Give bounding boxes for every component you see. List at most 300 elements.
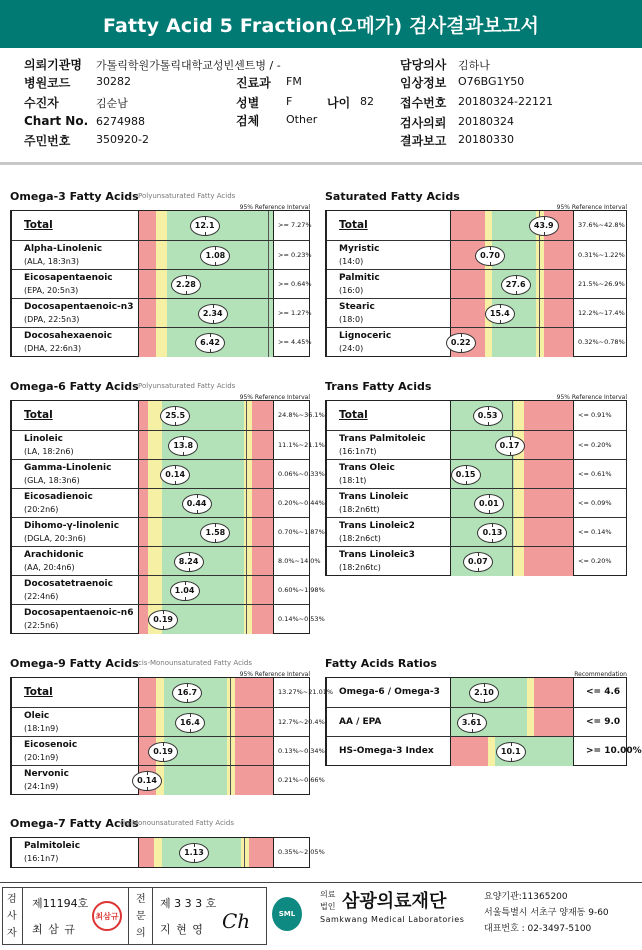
range-zone xyxy=(534,678,573,707)
omega3-table xyxy=(10,210,310,357)
tick xyxy=(186,291,187,294)
value-bubble xyxy=(475,246,505,266)
col-sep xyxy=(273,489,274,517)
value-text: 0.53 xyxy=(477,411,498,420)
col-sep xyxy=(273,605,274,633)
ssn-label: 주민번호 xyxy=(24,134,71,148)
value-bubble xyxy=(477,523,507,543)
report-value: 20180330 xyxy=(458,133,514,146)
range-zone xyxy=(148,547,161,576)
tick xyxy=(189,553,190,556)
col-sep xyxy=(273,678,274,707)
value-text: 10.1 xyxy=(500,747,521,756)
range-zone xyxy=(485,270,492,299)
acid-abbr: (18:0) xyxy=(339,315,364,324)
acid-abbr: (14:0) xyxy=(339,257,364,266)
code-value: 30282 xyxy=(96,75,131,88)
tick xyxy=(163,626,164,629)
value-bubble xyxy=(160,465,190,485)
acid-abbr: (16:0) xyxy=(339,286,364,295)
range-zone xyxy=(249,838,273,867)
tick xyxy=(466,481,467,484)
col-sep xyxy=(138,328,139,356)
acid-name: Eicosenoic xyxy=(24,740,78,750)
trans-row xyxy=(327,430,626,459)
omega9-row xyxy=(12,678,334,707)
doctor-label: 담당의사 xyxy=(400,58,447,72)
range-marker xyxy=(268,211,269,240)
ratios-row xyxy=(327,678,626,707)
range-zone xyxy=(156,678,164,707)
range-zone xyxy=(241,838,249,867)
examiner-number: 제11194호 xyxy=(32,897,89,910)
col-sep xyxy=(450,299,451,327)
range-zone xyxy=(252,489,273,518)
range-zone xyxy=(514,460,524,489)
col-sep xyxy=(273,431,274,459)
range-marker xyxy=(512,518,513,547)
range-zone xyxy=(451,270,485,299)
acid-name: Trans Linoleic xyxy=(339,492,409,502)
range-marker xyxy=(230,737,231,766)
chart-value: 6274988 xyxy=(96,115,145,128)
omega3-subtitle: Polyunsaturated Fatty Acids xyxy=(138,192,236,200)
range-marker xyxy=(268,241,269,270)
value-bubble xyxy=(469,683,499,703)
reference-range: <= 0.20% xyxy=(578,441,612,449)
value-text: 15.4 xyxy=(489,309,510,318)
tick xyxy=(544,217,545,220)
range-bar xyxy=(451,489,573,518)
range-bar xyxy=(139,678,273,707)
range-marker xyxy=(268,270,269,299)
range-marker xyxy=(512,547,513,576)
col-sep xyxy=(138,270,139,298)
saturated-row xyxy=(327,327,626,356)
acid-name: Linoleic xyxy=(24,434,64,444)
range-zone xyxy=(252,576,273,605)
receipt-label: 접수번호 xyxy=(400,96,447,110)
reference-range: >= 1.27% xyxy=(278,309,312,317)
range-zone xyxy=(156,270,167,299)
value-text: 0.17 xyxy=(499,441,520,450)
receipt-value: 20180324-22121 xyxy=(458,95,553,108)
value-text: 12.1 xyxy=(194,221,215,230)
acid-name: Total xyxy=(24,219,53,231)
value-bubble xyxy=(496,742,526,762)
acid-name: Stearic xyxy=(339,302,375,312)
col-sep xyxy=(573,518,574,546)
col-sep xyxy=(450,241,451,269)
col-sep xyxy=(573,211,574,240)
range-marker xyxy=(539,270,540,299)
tick xyxy=(488,422,489,425)
omega9-table xyxy=(10,677,334,795)
value-text: 0.15 xyxy=(455,470,476,479)
range-marker xyxy=(246,518,247,547)
range-zone xyxy=(252,431,273,460)
range-marker xyxy=(230,678,231,707)
tick xyxy=(190,729,191,732)
col-sep xyxy=(138,576,139,604)
value-text: 0.44 xyxy=(186,499,207,508)
range-marker xyxy=(268,328,269,357)
col-sep xyxy=(138,401,139,430)
tick xyxy=(210,349,211,352)
range-zone xyxy=(514,547,524,576)
specimen-value: Other xyxy=(286,113,318,126)
col-sep xyxy=(273,766,274,794)
omega6-row xyxy=(12,401,325,430)
range-bar xyxy=(139,431,273,460)
col-sep xyxy=(138,605,139,633)
acid-name: AA / EPA xyxy=(339,717,382,727)
tick xyxy=(187,699,188,702)
code-label: 병원코드 xyxy=(24,76,71,90)
ratios-title: Fatty Acids Ratios xyxy=(325,657,437,670)
range-zone xyxy=(227,766,235,795)
range-zone xyxy=(244,460,252,489)
col-sep xyxy=(273,211,274,240)
reference-range: >= 4.45% xyxy=(278,338,312,346)
brand-pre-2: 법인 xyxy=(320,902,336,911)
range-zone xyxy=(244,489,252,518)
specialist-number: 제 3 3 3 호 xyxy=(160,897,217,910)
chart-label: Chart No. xyxy=(24,114,89,128)
range-marker xyxy=(246,460,247,489)
range-zone xyxy=(167,211,273,240)
range-zone xyxy=(139,328,156,357)
tick xyxy=(489,510,490,513)
value-text: 0.14 xyxy=(165,470,186,479)
value-bubble xyxy=(495,436,525,456)
range-zone xyxy=(227,737,235,766)
tick xyxy=(185,582,186,585)
sex-label: 성별 xyxy=(236,96,260,110)
facility-phone: 대표번호 : 02-3497-5100 xyxy=(484,924,592,934)
tick xyxy=(488,407,489,410)
range-zone xyxy=(139,547,148,576)
acid-name: Trans Oleic xyxy=(339,463,395,473)
col-sep xyxy=(273,401,274,430)
acid-abbr: (AA, 20:4n6) xyxy=(24,563,75,572)
brand-english: Samkwang Medical Laboratories xyxy=(320,915,465,924)
brand-pre-1: 의료 xyxy=(320,890,336,899)
range-zone xyxy=(244,576,252,605)
acid-abbr: (20:1n9) xyxy=(24,753,59,762)
col-sep xyxy=(138,678,139,707)
reference-range: <= 0.91% xyxy=(578,411,612,419)
tick xyxy=(197,495,198,498)
reference-range: 0.35%~2.05% xyxy=(278,848,325,856)
range-zone xyxy=(156,328,167,357)
range-marker xyxy=(539,328,540,357)
range-zone xyxy=(148,576,161,605)
reference-range: 0.70%~1.87% xyxy=(278,528,325,536)
value-text: 16.4 xyxy=(180,718,200,727)
value-bubble xyxy=(198,304,228,324)
range-marker xyxy=(230,766,231,795)
saturated-row xyxy=(327,240,626,269)
tick xyxy=(516,291,517,294)
col-sep xyxy=(273,460,274,488)
range-zone xyxy=(139,489,148,518)
range-zone xyxy=(514,401,524,430)
value-bubble xyxy=(172,683,202,703)
reference-range: 13.27%~21.01% xyxy=(278,688,334,696)
range-zone xyxy=(235,708,273,737)
omega3-row xyxy=(12,298,312,327)
col-sep xyxy=(138,737,139,765)
range-marker xyxy=(539,241,540,270)
tick xyxy=(197,510,198,513)
omega6-title: Omega-6 Fatty Acids xyxy=(10,380,139,393)
institution-label: 의뢰기관명 xyxy=(24,58,82,72)
acid-name: Oleic xyxy=(24,711,50,721)
value-bubble xyxy=(200,523,230,543)
col-sep xyxy=(273,518,274,546)
range-zone xyxy=(139,708,156,737)
footer-sep-3 xyxy=(152,887,153,945)
range-zone xyxy=(252,460,273,489)
tick xyxy=(147,772,148,775)
reference-range: <= 0.61% xyxy=(578,470,612,478)
saturated-table xyxy=(325,210,627,357)
tick xyxy=(186,276,187,279)
acid-abbr: (DHA, 22:6n3) xyxy=(24,344,82,353)
tick xyxy=(175,422,176,425)
acid-name: Lignoceric xyxy=(339,331,392,341)
acid-abbr: (EPA, 20:5n3) xyxy=(24,286,79,295)
saturated-ref-header: 95% Reference Interval xyxy=(556,204,627,211)
acid-name: Eicosadienoic xyxy=(24,492,93,502)
acid-name: Palmitic xyxy=(339,273,380,283)
value-bubble xyxy=(485,304,515,324)
acid-name: Docosahexaenoic xyxy=(24,331,113,341)
reference-range: <= 4.6 xyxy=(586,687,621,697)
saturated-row xyxy=(327,269,626,298)
acid-name: Docosapentaenoic-n6 xyxy=(24,608,134,618)
value-bubble xyxy=(463,552,493,572)
range-zone xyxy=(514,518,524,547)
acid-name: Total xyxy=(24,686,53,698)
range-zone xyxy=(139,576,148,605)
omega9-title: Omega-9 Fatty Acids xyxy=(10,657,139,670)
range-zone xyxy=(148,431,161,460)
col-sep xyxy=(273,328,274,356)
collector-label: 수진자 xyxy=(24,96,59,110)
footer-sep-2 xyxy=(128,887,129,945)
range-marker xyxy=(512,489,513,518)
tick xyxy=(205,232,206,235)
value-text: 0.70 xyxy=(480,251,500,260)
value-bubble xyxy=(195,333,225,353)
range-zone xyxy=(252,605,273,634)
range-marker xyxy=(268,299,269,328)
range-zone xyxy=(536,241,543,270)
col-sep xyxy=(138,489,139,517)
examiner-seal xyxy=(92,901,122,931)
sex-value: F xyxy=(286,95,293,108)
value-text: 0.22 xyxy=(450,338,471,347)
tick xyxy=(215,524,216,527)
range-zone xyxy=(492,328,536,357)
col-sep xyxy=(273,299,274,327)
specialist-signature: Ch xyxy=(222,909,251,933)
range-zone xyxy=(164,766,227,795)
reference-range: >= 10.00% xyxy=(586,746,642,756)
col-sep xyxy=(573,708,574,736)
tick xyxy=(500,305,501,308)
acid-abbr: (16:1n7) xyxy=(24,854,59,863)
omega3-ref-header: 95% Reference Interval xyxy=(239,204,310,211)
trans-row xyxy=(327,459,626,488)
acid-abbr: (18:2n6tc) xyxy=(339,563,381,572)
tick xyxy=(500,320,501,323)
reference-range: <= 9.0 xyxy=(586,717,621,727)
specialist-vlabel-1: 전 xyxy=(136,894,146,905)
acid-name: Dihomo-γ-linolenic xyxy=(24,521,120,531)
acid-name: Palmitoleic xyxy=(24,841,81,851)
reference-range: >= 0.64% xyxy=(278,280,312,288)
range-zone xyxy=(139,211,156,240)
range-zone xyxy=(544,270,573,299)
reference-range: <= 0.14% xyxy=(578,528,612,536)
value-bubble xyxy=(474,494,504,514)
tick xyxy=(210,334,211,337)
range-zone xyxy=(235,737,273,766)
range-zone xyxy=(451,299,485,328)
reference-range: 11.1%~21.1% xyxy=(278,441,325,449)
col-sep xyxy=(573,401,574,430)
acid-name: Gamma-Linolenic xyxy=(24,463,112,473)
acid-name: Arachidonic xyxy=(24,550,84,560)
value-bubble xyxy=(446,333,476,353)
omega3-row xyxy=(12,240,312,269)
range-bar xyxy=(451,518,573,547)
omega7-title: Omega-7 Fatty Acids xyxy=(10,817,139,830)
range-marker xyxy=(230,708,231,737)
tick xyxy=(510,437,511,440)
col-sep xyxy=(273,270,274,298)
range-marker xyxy=(246,431,247,460)
omega6-row xyxy=(12,459,325,488)
age-label: 나이 xyxy=(327,96,351,110)
tick xyxy=(492,524,493,527)
value-text: 8.24 xyxy=(178,557,199,566)
col-sep xyxy=(138,460,139,488)
value-text: 0.01 xyxy=(478,499,499,508)
tick xyxy=(511,758,512,761)
range-zone xyxy=(156,211,167,240)
omega6-row xyxy=(12,604,325,633)
col-sep xyxy=(450,737,451,765)
institution-value: 가톨릭학원가톨릭대학교성빈센트병 / - xyxy=(96,59,281,72)
range-bar xyxy=(139,708,273,737)
reference-range: <= 0.20% xyxy=(578,557,612,565)
range-zone xyxy=(534,708,573,737)
value-text: 27.6 xyxy=(505,280,526,289)
trans-ref-header: 95% Reference Interval xyxy=(556,394,627,401)
reference-range: 0.06%~0.33% xyxy=(278,470,325,478)
tick xyxy=(189,568,190,571)
value-bubble xyxy=(190,216,220,236)
range-marker xyxy=(246,401,247,430)
omega6-row xyxy=(12,517,325,546)
reference-range: <= 0.09% xyxy=(578,499,612,507)
range-zone xyxy=(252,547,273,576)
col-sep xyxy=(573,241,574,269)
range-zone xyxy=(227,678,235,707)
value-text: 0.07 xyxy=(467,557,488,566)
omega9-row xyxy=(12,765,325,794)
col-sep xyxy=(273,838,274,867)
tick xyxy=(163,758,164,761)
value-text: 2.28 xyxy=(176,280,196,289)
trans-table xyxy=(325,400,627,576)
reference-range: 0.14%~0.53% xyxy=(278,615,325,623)
tick xyxy=(175,466,176,469)
range-zone xyxy=(524,401,573,430)
omega6-ref-header: 95% Reference Interval xyxy=(239,394,310,401)
acid-name: Total xyxy=(339,409,368,421)
acid-name: Myristic xyxy=(339,244,380,254)
sml-logo-icon xyxy=(272,897,302,931)
range-bar xyxy=(139,576,273,605)
range-zone xyxy=(139,460,148,489)
tick xyxy=(213,305,214,308)
acid-abbr: (22:5n6) xyxy=(24,621,59,630)
col-sep xyxy=(273,708,274,736)
value-bubble xyxy=(179,843,209,863)
value-bubble xyxy=(200,246,230,266)
reference-range: 0.21%~0.66% xyxy=(278,776,325,784)
range-zone xyxy=(524,460,573,489)
col-sep xyxy=(573,547,574,575)
col-sep xyxy=(573,270,574,298)
value-bubble xyxy=(168,436,198,456)
reference-range: 37.6%~42.8% xyxy=(578,221,625,229)
tick xyxy=(183,437,184,440)
ratios-row xyxy=(327,707,626,736)
trans-title: Trans Fatty Acids xyxy=(325,380,432,393)
acid-name: Trans Linoleic2 xyxy=(339,521,415,531)
range-zone xyxy=(514,489,524,518)
examiner-vlabel-1: 검 xyxy=(7,894,17,905)
col-sep xyxy=(450,518,451,546)
range-zone xyxy=(139,518,148,547)
value-bubble xyxy=(182,494,212,514)
tick xyxy=(544,232,545,235)
value-text: 2.10 xyxy=(474,688,494,697)
tick xyxy=(490,262,491,265)
value-text: 43.9 xyxy=(533,221,554,230)
value-text: 1.13 xyxy=(184,848,204,857)
range-bar xyxy=(139,547,273,576)
reference-range: 24.8%~36.1% xyxy=(278,411,325,419)
col-sep xyxy=(138,241,139,269)
omega7-subtitle: cis-Monounsaturated Fatty Acids xyxy=(120,819,234,827)
tick xyxy=(510,452,511,455)
specialist-name: 지 현 영 xyxy=(160,923,204,936)
range-zone xyxy=(244,547,252,576)
tick xyxy=(175,407,176,410)
reference-range: 12.2%~17.4% xyxy=(578,309,625,317)
specialist-vlabel-2: 문 xyxy=(136,911,146,922)
ratios-table xyxy=(325,677,642,766)
ratios-row xyxy=(327,736,642,765)
col-sep xyxy=(450,547,451,575)
